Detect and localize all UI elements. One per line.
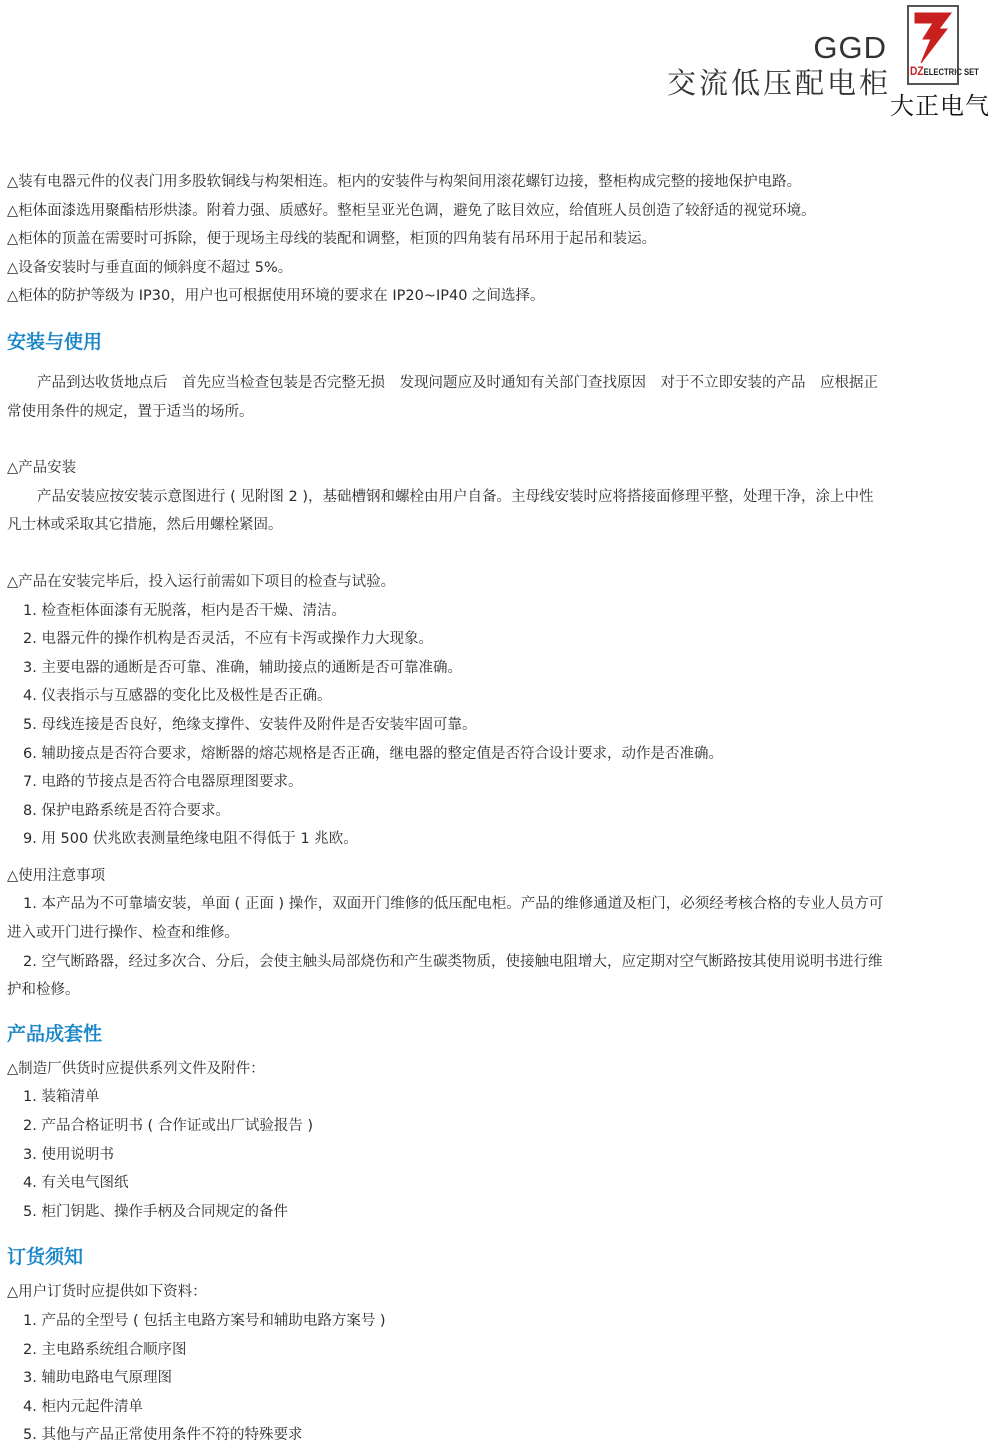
list-item: 4. 有关电气图纸 <box>23 1175 129 1192</box>
product-model: GGD <box>813 30 887 65</box>
logo-text: ELECTRIC SET <box>923 67 979 77</box>
check-item: 3. 主要电器的通断是否可靠、准确，辅助接点的通断是否可靠准确。 <box>23 659 462 676</box>
check-item: 9. 用 500 伏兆欧表测量绝缘电阻不得低于 1 兆欧。 <box>23 831 358 848</box>
list-item: 1. 装箱清单 <box>23 1089 100 1106</box>
check-item: 8. 保护电路系统是否符合要求。 <box>23 802 230 819</box>
install-para-line: 凡士林或采取其它措施，然后用螺栓紧固。 <box>7 517 283 534</box>
brand-name: 大正电气 <box>890 92 990 120</box>
intro-line: △装有电器元件的仪表门用多股软铜线与构架相连。柜内的安装件与构架间用滚花螺钉边接，整柜构成完整的接地保护电路。 <box>7 174 802 190</box>
check-item: 6. 辅助接点是否符合要求，熔断器的熔芯规格是否正确，继电器的整定值是否符合设计要求，动作是否准确。 <box>23 745 723 762</box>
intro-line: △设备安装时与垂直面的倾斜度不超过 5%。 <box>7 259 293 276</box>
logo-letters: DZ <box>910 64 924 78</box>
list-item: 1. 产品的全型号 ( 包括主电路方案号和辅助电路方案号 ) <box>23 1313 386 1329</box>
subsection-title: △制造厂供货时应提供系列文件及附件： <box>7 1060 265 1077</box>
section-heading-ordering: 订货须知 <box>7 1246 84 1269</box>
note-line: 护和检修。 <box>7 982 80 999</box>
subsection-title: △产品安装 <box>7 460 77 477</box>
install-para-line: 常使用条件的规定，置于适当的场所。 <box>7 403 254 420</box>
list-item: 5. 柜门钥匙、操作手柄及合同规定的备件 <box>23 1203 288 1220</box>
note-line: 1. 本产品为不可靠墙安装，单面 ( 正面 ) 操作，双面开门维修的低压配电柜。产品的维修通道及柜门，必须经考核合格的专业人员方可 <box>23 896 884 913</box>
list-item: 5. 其他与产品正常使用条件不符的特殊要求 <box>23 1427 303 1444</box>
list-item: 2. 主电路系统组合顺序图 <box>23 1341 187 1358</box>
list-item: 4. 柜内元起件清单 <box>23 1398 143 1415</box>
note-line: 2. 空气断路器，经过多次合、分后，会使主触头局部烧伤和产生碳类物质，使接触电阻增大，应定期对空气断路按其使用说明书进行维 <box>23 953 883 970</box>
intro-line: △柜体的顶盖在需要时可拆除，便于现场主母线的装配和调整，柜顶的四角装有吊环用于起吊和装运。 <box>7 231 657 248</box>
list-item: 3. 使用说明书 <box>23 1146 114 1163</box>
document-body <box>7 168 997 1450</box>
check-item: 1. 检查柜体面漆有无脱落，柜内是否干燥、清洁。 <box>23 602 346 619</box>
list-item: 3. 辅助电路电气原理图 <box>23 1370 172 1387</box>
check-item: 4. 仪表指示与互感器的变化比及极性是否正确。 <box>23 688 332 705</box>
section-heading-install: 安装与使用 <box>7 330 103 353</box>
intro-line: △柜体的防护等级为 IP30，用户也可根据使用环境的要求在 IP20~IP40 之间选择。 <box>7 288 545 305</box>
section-heading-completeness: 产品成套性 <box>7 1022 103 1045</box>
subsection-title: △使用注意事项 <box>7 867 106 884</box>
check-item: 7. 电路的节接点是否符合电器原理图要求。 <box>23 774 303 791</box>
install-para-line: 产品安装应按安装示意图进行 ( 见附图 2 )，基础槽钢和螺栓由用户自备。主母线安装时应将搭接面修理平整，处理干净，涂上中性 <box>37 488 874 505</box>
subsection-title: △用户订货时应提供如下资料： <box>7 1284 207 1301</box>
install-para-line: 产品到达收货地点后 首先应当检查包装是否完整无损 发现问题应及时通知有关部门查找原因 对于不立即安装的产品 应根据正 <box>37 374 878 391</box>
page-header <box>0 0 1000 130</box>
note-line: 进入或开门进行操作、检查和维修。 <box>7 925 239 942</box>
check-item: 5. 母线连接是否良好，绝缘支撑件、安装件及附件是否安装牢固可靠。 <box>23 716 477 733</box>
intro-line: △柜体面漆选用聚酯桔形烘漆。附着力强、质感好。整柜呈亚光色调，避免了眩目效应，给值班人员创造了较舒适的视觉环境。 <box>7 202 816 219</box>
subsection-title: △产品在安装完毕后，投入运行前需如下项目的检查与试验。 <box>7 573 396 590</box>
product-name: 交流低压配电柜 <box>666 66 891 100</box>
check-item: 2. 电器元件的操作机构是否灵活，不应有卡泻或操作力大现象。 <box>23 631 433 648</box>
logo-caption <box>910 64 979 78</box>
list-item: 2. 产品合格证明书 ( 合作证或出厂试验报告 ) <box>23 1118 314 1135</box>
